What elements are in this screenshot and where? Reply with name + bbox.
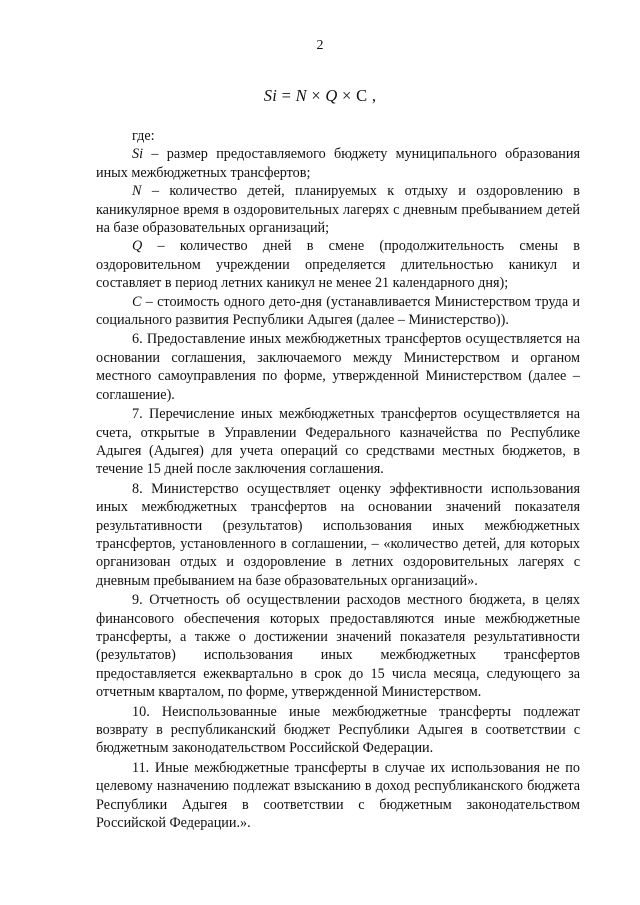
formula bbox=[0, 86, 640, 106]
section-7: 7. Перечисление иных межбюджетных трансфертов осуществляется на счета, открытые в Управлении Федерального казначейства по Республике Адыгея (Адыгея) для учета операций со средствами местных бюджетов, в течение 15 дней после заключения соглашения. bbox=[96, 406, 580, 478]
symbol-si: Si bbox=[132, 146, 144, 163]
definition-c bbox=[96, 293, 580, 330]
symbol-q: Q bbox=[132, 238, 143, 255]
definition-si bbox=[96, 145, 580, 182]
symbol-c: C bbox=[132, 293, 142, 310]
section-9: 9. Отчетность об осуществлении расходов местного бюджета, в целях финансового обеспечения которых предоставляются иные межбюджетные трансферты, а также о достижении значений показателя результативности (результатов) использования иных межбюджетных трансфертов предоставляется ежеквартально в срок до 15 числа месяца, следующего за отчетным кварталом, по форме, утвержденной Министерством. bbox=[96, 592, 580, 701]
section-6: 6. Предоставление иных межбюджетных трансфертов осуществляется на основании соглашения, заключаемого между Министерством и органом местного самоуправления по форме, утвержденной Министерством (далее – соглашение). bbox=[96, 331, 580, 403]
definition-c-text: – стоимость одного дето-дня (устанавливается Министерством труда и социального развития Республики Адыгея (далее – Министерство)). bbox=[96, 293, 580, 329]
formula-times-1: × bbox=[306, 86, 326, 105]
formula-times-2: × bbox=[337, 86, 357, 105]
definition-si-text: – размер предоставляемого бюджету муниципального образования иных межбюджетных трансфертов; bbox=[96, 146, 580, 181]
formula-tail: , bbox=[367, 86, 377, 105]
page-number: 2 bbox=[316, 38, 324, 53]
formula-q: Q bbox=[325, 86, 338, 105]
definition-q bbox=[96, 237, 580, 292]
section-10: 10. Неиспользованные иные межбюджетные трансферты подлежат возврату в республиканский бюджет Республики Адыгея в соответствии с бюджетным законодательством Российской Федерации. bbox=[96, 703, 580, 757]
section-11: 11. Иные межбюджетные трансферты в случае их использования не по целевому назначению подлежат взысканию в доход республиканского бюджета Республики Адыгея в соответствии с бюджетным законодательством Российской Федерации.». bbox=[96, 759, 580, 832]
formula-n: N bbox=[295, 86, 307, 105]
definition-q-text: – количество дней в смене (продолжительность смены в оздоровительном учреждении определяется длительностью каникул и составляет в период летних каникул не менее 21 календарного дня); bbox=[96, 238, 580, 292]
section-8: 8. Министерство осуществляет оценку эффективности использования иных межбюджетных трансфертов на основании значений показателя результативности (результатов) использования иных межбюджетных трансфертов, установленного в соглашении, – «количество детей, для которых организован отдых и оздоровление в летних оздоровительных лагерях с дневным пребыванием на базе образовательных организаций». bbox=[96, 480, 580, 589]
formula-si: Si bbox=[263, 86, 278, 105]
symbol-n: N bbox=[132, 183, 142, 200]
where-label: где: bbox=[132, 128, 155, 144]
definition-n bbox=[96, 182, 580, 237]
formula-eq: = bbox=[277, 86, 296, 105]
definition-n-text: – количество детей, планируемых к отдыху и оздоровлению в каникулярное время в оздоровительных лагерях с дневным пребыванием детей на базе образовательных организаций; bbox=[96, 183, 580, 237]
body-text bbox=[96, 127, 580, 832]
formula-c: C bbox=[356, 86, 368, 105]
